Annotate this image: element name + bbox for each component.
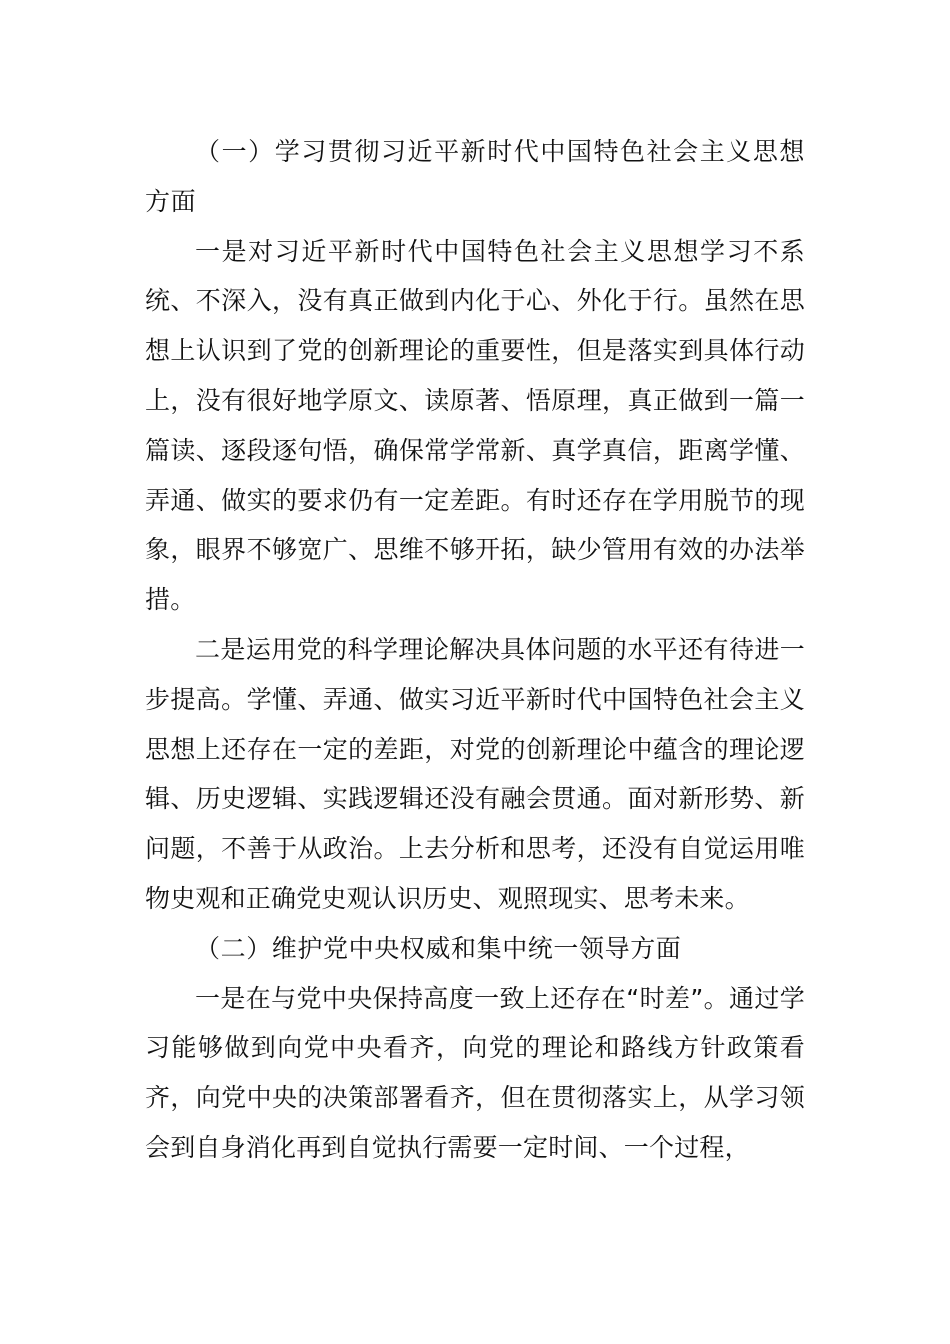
paragraph-1: 一是对习近平新时代中国特色社会主义思想学习不系统、不深入，没有真正做到内化于心、外化于行。虽然在思想上认识到了党的创新理论的重要性，但是落实到具体行动上，没有很好地学原文、读原著、悟原理，真正做到一篇一篇读、逐段逐句悟，确保常学常新、真学真信，距离学懂、弄通、做实的要求仍有一定差距。有时还存在学用脱节的现象，眼界不够宽广、思维不够开拓，缺少管用有效的办法举措。 [145,236,805,615]
section-heading-2: （二）维护党中央权威和集中统一领导方面 [195,933,682,963]
document-body [145,127,805,1173]
paragraph-3: 一是在与党中央保持高度一致上还存在“时差”。通过学习能够做到向党中央看齐，向党的理论和路线方针政策看齐，向党中央的决策部署看齐，但在贯彻落实上，从学习领会到自身消化再到自觉执行需要一定时间、一个过程， [145,983,805,1162]
section-heading-1: （一）学习贯彻习近平新时代中国特色社会主义思想方面 [145,137,805,216]
paragraph-2: 二是运用党的科学理论解决具体问题的水平还有待进一步提高。学懂、弄通、做实习近平新时代中国特色社会主义思想上还存在一定的差距，对党的创新理论中蕴含的理论逻辑、历史逻辑、实践逻辑还没有融会贯通。面对新形势、新问题，不善于从政治。上去分析和思考，还没有自觉运用唯物史观和正确党史观认识历史、观照现实、思考未来。 [145,634,805,913]
